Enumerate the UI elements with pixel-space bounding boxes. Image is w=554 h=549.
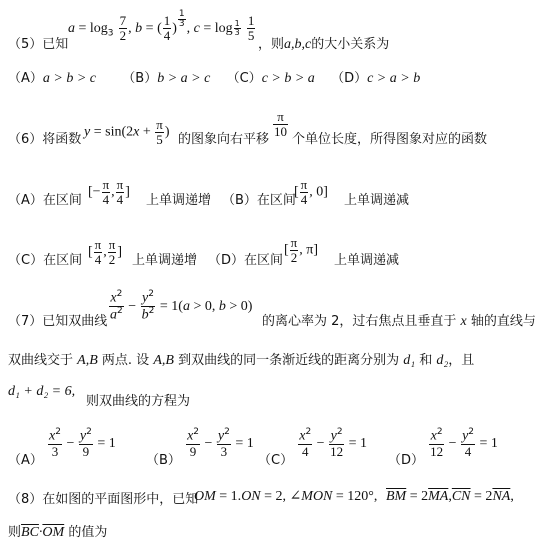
- q5-options: [8, 72, 420, 86]
- q7-condition: d₁ + d₂ = 6,: [8, 384, 76, 399]
- q7-prefix: （7）已知双曲线: [8, 314, 108, 329]
- q7-option-c[interactable]: （C） $\frac{x^2}{4}$ − $\frac{y^2}{12}$ = 1: [258, 427, 367, 468]
- q5-option-c[interactable]: （C）c > b > a: [226, 71, 315, 86]
- q6-suffix: 个单位长度，所得图象对应的函数: [292, 132, 488, 147]
- q6-prefix: （6）将函数: [8, 132, 82, 147]
- q6-option-c-interval: [ $\frac{\pi}{4}$ , $\frac{\pi}{2}$ ]: [88, 237, 122, 267]
- q6-option-a[interactable]: （A）在区间: [8, 193, 82, 208]
- q6-option-b-interval: [ $\frac{\pi}{4}$ , 0]: [294, 177, 328, 207]
- q6-option-d-text: 上单调递减: [334, 253, 400, 268]
- q6-option-c-text: 上单调递增: [132, 253, 198, 268]
- q8-vector-condition: $\overline{BM} = 2\overline{MA},\overline{CN} = 2\overline{NA}$,: [386, 489, 514, 504]
- q7-option-d-formula: $\frac{x^2}{12}$ − $\frac{y^2}{4}$ = 1: [430, 427, 498, 460]
- q5-number: （5）已知: [8, 37, 69, 52]
- q6-formula: y = sin(2x + $\frac{\pi}{5}$ ): [84, 117, 170, 147]
- q6-option-d-interval: [ $\frac{\pi}{2}$ , π]: [284, 235, 318, 265]
- q7-option-b-formula: $\frac{x^2}{9}$ − $\frac{y^2}{3}$ = 1: [187, 427, 254, 460]
- q6-option-d[interactable]: （D）在区间: [208, 253, 284, 268]
- q5-option-b[interactable]: （B）b > a > c: [122, 71, 211, 86]
- q5-option-a[interactable]: （A）a > b > c: [8, 71, 97, 86]
- q5-stem-tail: ，则a,b,c的大小关系为: [258, 37, 390, 52]
- q7-formula: $\frac{x^2}{a^2}$ − $\frac{y^2}{b^2}$ = 1(a > 0, b > 0): [110, 289, 253, 323]
- q7-text-1: 的离心率为 2，过右焦点且垂直于 x 轴的直线与: [262, 314, 536, 329]
- q6-option-b-text: 上单调递减: [344, 193, 410, 208]
- q7-option-c-formula: $\frac{x^2}{4}$ − $\frac{y^2}{12}$ = 1: [299, 427, 367, 460]
- q6-shift: $\frac{\pi}{10}$: [274, 109, 287, 139]
- q7-option-a-formula: $\frac{x^2}{3}$ − $\frac{y^2}{9}$ = 1: [49, 427, 116, 460]
- q7-text-2: 双曲线交于 A,B 两点. 设 A,B 到双曲线的同一条渐近线的距离分别为 d₁ 和 d₂，且: [8, 353, 475, 368]
- q6-option-b[interactable]: （B）在区间: [222, 193, 296, 208]
- q8-question: 则$\overline{BC}\cdot\overline{OM}$ 的值为: [8, 525, 108, 540]
- q7-option-b[interactable]: （B） $\frac{x^2}{9}$ − $\frac{y^2}{3}$ = 1: [146, 427, 254, 468]
- q8-prefix: （8）在如图的平面图形中，已知: [8, 492, 199, 507]
- q6-mid: 的图象向右平移: [178, 132, 270, 147]
- q8-condition: OM = 1.ON = 2, ∠MON = 120°,: [194, 489, 378, 504]
- q5-formula: $a = \log_3$ $\frac{7}{2}$ , b = ( $\frac{1}{4}$ ) $\frac{1}{3}$ , c = log $\frac{1}{3}$ $\frac{1}{5}$: [68, 9, 255, 43]
- q7-text-3: 则双曲线的方程为: [86, 394, 191, 409]
- q6-option-a-interval: [− $\frac{\pi}{4}$ , $\frac{\pi}{4}$ ]: [88, 177, 130, 207]
- q7-option-d[interactable]: （D） $\frac{x^2}{12}$ − $\frac{y^2}{4}$ = 1: [388, 427, 498, 468]
- q6-option-a-text: 上单调递增: [146, 193, 212, 208]
- q5-option-d[interactable]: （D）c > a > b: [331, 71, 421, 86]
- q7-option-a[interactable]: （A） $\frac{x^2}{3}$ − $\frac{y^2}{9}$ = 1: [8, 427, 116, 468]
- q6-option-c[interactable]: （C）在区间: [8, 253, 83, 268]
